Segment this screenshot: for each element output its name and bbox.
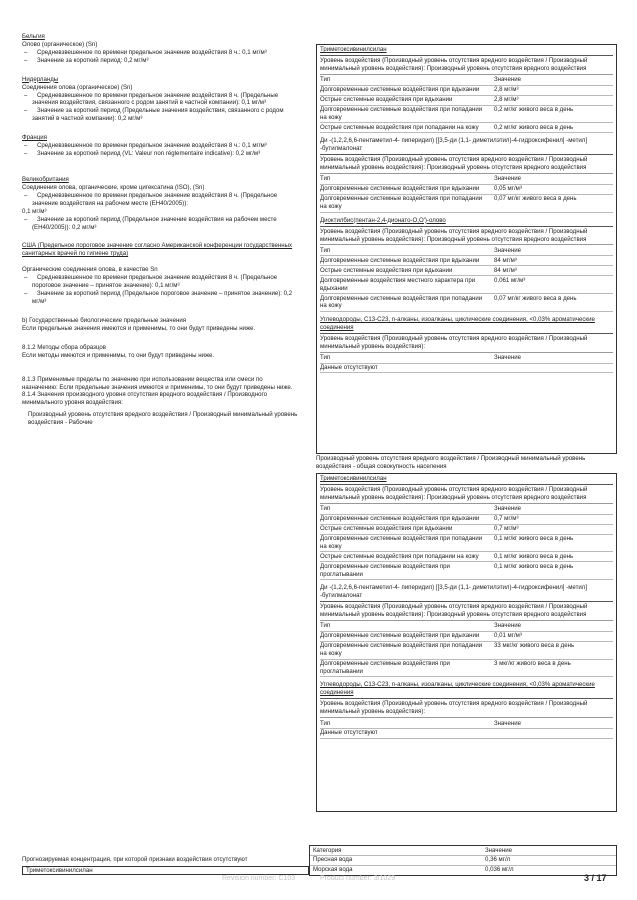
section-text: 8.1.3 Применимые пределы по значению при использовании вещества или смеси по назначению: Если предельные значения имеются и применимы, то они будут приведены ниже.: [22, 375, 293, 391]
table-row: Долговременные системные воздействия при попадании на кожу 0,07 мг/кг живого веса в день: [320, 195, 613, 213]
table-header-row: Тип Значение: [320, 246, 613, 256]
table-row: Острые системные воздействия при вдыхании 0,7 мг/м³: [320, 525, 613, 535]
table-header-row: Тип Значение: [320, 354, 613, 364]
limit-bullet: – Средневзвешенное по времени предельное значение воздействия 8 ч. (Предельное пороговое значение – принятое значение): 0,1 мг/м³: [24, 274, 278, 290]
country-heading: США (Предельное пороговое значение согласно Американской конференции государственных санитарных врачей по гигиене труда): [22, 242, 293, 258]
dnel-workers-label: Производный уровень отсутствия вредного воздействия / Производный минимальный уровень воздействия - Рабочие: [28, 411, 298, 427]
substance-name: Углеводороды, C13-C23, n-алканы, изоалканы, циклические соединения, <0,03% ароматические соединения: [320, 681, 613, 699]
pnec-substance: Триметоксивинилсилан: [22, 866, 309, 875]
substance-block: [320, 316, 613, 374]
section-heading: 8.1.2 Методы сбора образцов: [22, 343, 107, 351]
limit-bullet: – Значение за короткий период: 0,2 мг/м³: [24, 56, 149, 64]
table-row: Острые системные воздействия при вдыхании 2,8 мг/м³: [320, 96, 613, 106]
table-header-row: Тип Значение: [320, 505, 613, 515]
exposure-level: Уровень воздействия (Производный уровень отсутствия вредного воздействия / Производный минимальный уровень воздействия): Производный уровень отсутствия вредного воздействия: [320, 228, 613, 246]
pnec-block: [22, 856, 309, 875]
table-row: Острые системные воздействия при попадании на кожу 0,2 мг/кг живого веса в день: [320, 123, 613, 133]
pnec-label: Прогнозируемая концентрация, при которой признаки воздействия отсутствуют: [22, 856, 248, 863]
substance-block: [320, 217, 613, 312]
dnel-population-box: [316, 473, 617, 812]
country-heading: Бельгия: [22, 33, 45, 40]
section-monitoring: [22, 344, 300, 360]
table-header-row: Тип Значение: [320, 622, 613, 632]
section-biological: [22, 317, 300, 333]
substance-name: Диоктилбис(пентан-2,4-дионато-О,О')-олово: [320, 217, 613, 227]
substance-block: [320, 137, 613, 212]
substance-name: Ди -(1,2,2,6,6-пентаметил-4- пиперидил) [[3,5-ди (1,1- диметилэтил)-4-гидроксифенил] -метил] -бутилмалонат: [320, 584, 613, 602]
limit-value: 0,1 мг/м³: [22, 207, 47, 215]
product-number: Product number: 3/1029: [320, 875, 396, 882]
table-row: Долговременные системные воздействия при вдыхании 0,7 мг/м³: [320, 515, 613, 525]
section-usa: [22, 242, 300, 305]
table-row: Долговременные системные воздействия при проглатывании 3 мкг/кг живого веса в день: [320, 660, 613, 678]
section-france: [22, 134, 300, 158]
page-number: 3 / 17: [584, 873, 607, 883]
table-row: Морская вода 0,036 мг/л: [313, 866, 514, 874]
substance-heading: Органические соединения олова, в качестве Sn: [22, 266, 158, 274]
substance-name: Триметоксивинилсилан: [320, 46, 613, 56]
table-row: Долговременные системные воздействия при попадании на кожу 33 мкг/кг живого веса в день: [320, 642, 613, 660]
table-header-row: Тип Значение: [320, 719, 613, 729]
limit-bullet: – Значение за короткий период (VL: Valeur non réglementaire indicative): 0,2 мг/м³: [24, 150, 261, 158]
table-row: Данные отсутствуют: [320, 729, 613, 739]
table-row: Долговременные системные воздействия при вдыхании 2,8 мг/м³: [320, 86, 613, 96]
substance-name: Углеводороды, C13-C23, n-алканы, изоалканы, циклические соединения, <0,03% ароматические соединения: [320, 316, 613, 334]
substance-block: [320, 584, 613, 677]
table-header-row: Категория Значение: [310, 846, 616, 856]
section-text: Если методы имеются и применимы, то они будут приведены ниже.: [22, 351, 215, 359]
table-row: Пресная вода 0,36 мг/л: [310, 856, 616, 866]
table-row: Долговременные системные воздействия при попадании на кожу 0,07 мг/кг живого веса в день: [320, 294, 613, 312]
limit-bullet: – Значение за короткий период (Предельное значение воздействия на рабочем месте (EH40/2005)): 0,2 мг/м³: [24, 215, 277, 231]
section-text: Если предельные значения имеются и применимы, то они будут приведены ниже.: [22, 324, 256, 332]
section-uk: [22, 176, 300, 231]
exposure-level: Уровень воздействия (Производный уровень отсутствия вредного воздействия / Производный минимальный уровень воздействия): Производный уровень отсутствия вредного воздействия: [320, 486, 613, 504]
limit-bullet: – Значение за короткий период (Предельные значения воздействия, связанного с родом занятий в частной компании): 0,2 мг/м³: [24, 107, 284, 123]
dnel-workers-box: [316, 44, 617, 454]
section-8-1-3: [22, 376, 300, 408]
table-row: Долговременные системные воздействия при вдыхании 0,05 мг/м³: [320, 185, 613, 195]
substance-name: Ди -(1,2,2,6,6-пентаметил-4- пиперидил) [[3,5-ди (1,1- диметилэтил)-4-гидроксифенил] -метил] -бутилмалонат: [320, 137, 613, 155]
limit-bullet: – Значение за короткий период (Предельное пороговое значение – принятое значение): 0,2 мг/м³: [24, 290, 293, 305]
pnec-category-table: [309, 845, 617, 876]
section-heading: b) Государственные биологические предельные значения: [22, 316, 187, 324]
country-heading: Нидерланды: [22, 75, 59, 83]
table-row: Острые системные воздействия при попадании на кожу 0,1 мг/кг живого веса в день: [320, 552, 613, 562]
limit-bullet: – Средневзвешенное по времени предельное значение воздействия 8 ч.: 0,1 мг/м³: [24, 142, 267, 150]
table-row: Долговременные системные воздействия при попадании на кожу 0,2 мг/кг живого веса в день: [320, 106, 613, 124]
limit-bullet: – Средневзвешенное по времени предельное значение воздействия 8 ч. (Предельные значения воздействия, связанного с родом занятий в частной компании): 0,1 мг/м³: [24, 91, 279, 107]
table-row: Данные отсутствуют: [320, 364, 613, 374]
substance-heading: Соединения олова, органические, кроме цигексатина (ISO), (Sn): [22, 183, 205, 191]
exposure-level: Уровень воздействия (Производный уровень отсутствия вредного воздействия / Производный минимальный уровень воздействия):: [320, 700, 613, 718]
substance-heading: Соединения олова (органическое) (Sn): [22, 83, 133, 91]
revision-number: Revision number: C103: [222, 875, 296, 882]
exposure-level: Уровень воздействия (Производный уровень отсутствия вредного воздействия / Производный минимальный уровень воздействия): Производный уровень отсутствия вредного воздействия: [320, 603, 613, 621]
substance-block: [320, 681, 613, 739]
section-text: 8.1.4 Значения производного уровня отсутствия вредного воздействия / Производного минимального уровня воздействия:: [22, 391, 267, 407]
section-belgium: [22, 33, 300, 65]
limit-bullet: – Средневзвешенное по времени предельное значение воздействия 8 ч.: 0,1 мг/м³: [24, 48, 267, 56]
left-column: [22, 33, 300, 427]
exposure-level: Уровень воздействия (Производный уровень отсутствия вредного воздействия / Производный минимальный уровень воздействия): Производный уровень отсутствия вредного воздействия: [320, 156, 613, 174]
section-netherlands: [22, 76, 300, 124]
substance-block: [320, 475, 613, 580]
substance-block: [320, 46, 613, 133]
exposure-level: Уровень воздействия (Производный уровень отсутствия вредного воздействия / Производный минимальный уровень воздействия):: [320, 335, 613, 353]
table-header-row: Тип Значение: [320, 76, 613, 86]
dnel-population-label: Производный уровень отсутствия вредного воздействия / Производный минимальный уровень воздействия - общая совокупность населения: [316, 455, 586, 470]
country-heading: Франция: [22, 134, 47, 142]
exposure-level: Уровень воздействия (Производный уровень отсутствия вредного воздействия / Производный минимальный уровень воздействия): Производный уровень отсутствия вредного воздействия: [320, 57, 613, 75]
table-header-row: Тип Значение: [320, 175, 613, 185]
table-row: Долговременные системные воздействия при вдыхании 84 мг/м³: [320, 256, 613, 266]
limit-bullet: – Средневзвешенное по времени предельное значение воздействия 8 ч. (Предельное значение воздействия на рабочем месте (EH40/2005)):: [24, 191, 278, 207]
table-row: Долговременные системные воздействия при попадании на кожу 0,1 мг/кг живого веса в день: [320, 535, 613, 553]
table-row: Острые системные воздействия при вдыхании 84 мг/м³: [320, 266, 613, 276]
country-heading: Великобритания: [22, 175, 69, 183]
table-row: Долговременные системные воздействия при проглатывании 0,1 мг/кг живого веса в день: [320, 562, 613, 580]
substance-heading: Олово (органическое) (Sn): [22, 40, 98, 48]
table-row: Долговременные системные воздействия при вдыхании 0,01 мг/м³: [320, 632, 613, 642]
substance-name: Триметоксивинилсилан: [320, 475, 613, 485]
table-row: Долговременные воздействия местного характера при вдыхании 0,061 мг/м³: [320, 276, 613, 294]
